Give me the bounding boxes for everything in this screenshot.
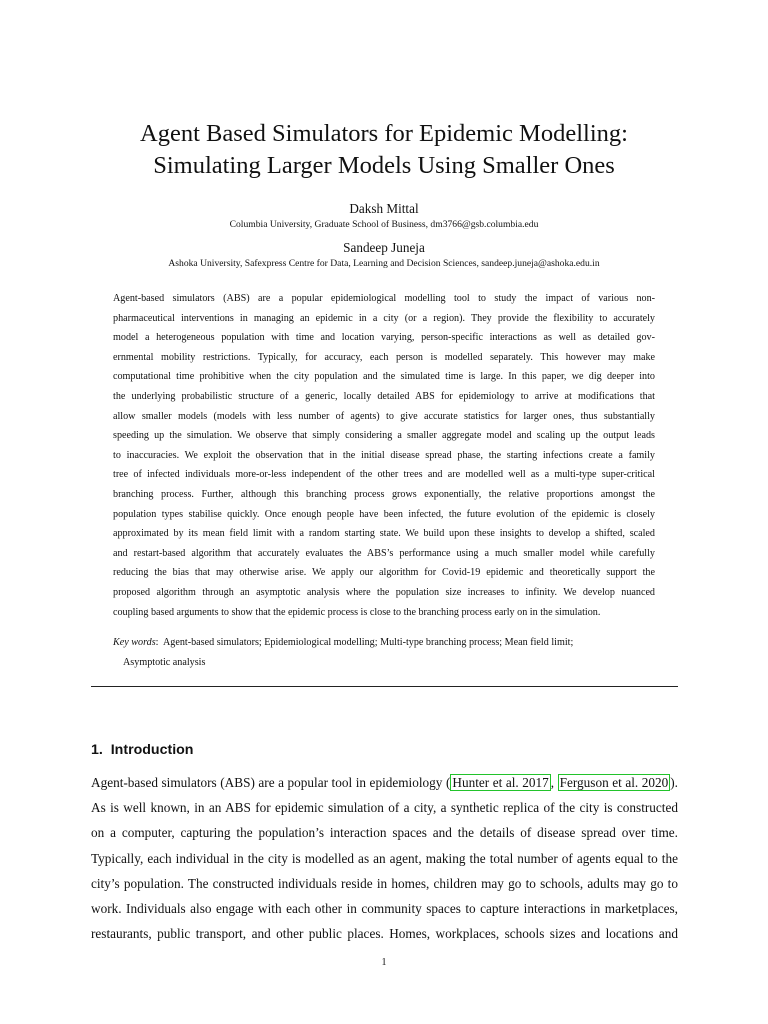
author-affiliation: Columbia University, Graduate School of Business, dm3766@gsb.columbia.edu — [229, 219, 539, 230]
section-title: Introduction — [110, 742, 194, 758]
paper-title — [0, 118, 768, 182]
abstract-line: model a heterogeneous population with time and location varying, person-specific interactions as well as detailed gov- — [113, 332, 655, 344]
abstract-line: branching process. Further, although this branching process grows exponentially, the relative proportions amongst the — [113, 488, 655, 500]
abstract-line: ernmental mobility restrictions. Typically, for accuracy, each person is modelled separately. This however may make — [113, 351, 655, 363]
page-number: 1 — [381, 957, 387, 968]
body-line — [91, 770, 678, 795]
section-divider — [91, 686, 678, 687]
author-name: Daksh Mittal — [349, 201, 419, 216]
body-line: city’s population. The constructed individuals reside in homes, children may go to schools, adults may go to — [91, 875, 678, 891]
title-line: Simulating Larger Models Using Smaller Ones — [153, 152, 615, 179]
abstract-line: and restart-based algorithm that accurately evaluates the ABS’s performance using a much smaller model while carefully — [113, 547, 655, 559]
body-text: ). — [670, 775, 678, 790]
abstract-line: population types stabilise quickly. Once enough people have been infected, the future evolution of the epidemic is closely — [113, 508, 655, 520]
abstract-line: proposed algorithm through an asymptotic analysis where the population size increases to infinity. We develop nuanced — [113, 586, 655, 598]
abstract-line: computational time prohibitive when the city population and the simulated time is large. In this paper, we dig deeper into — [113, 371, 655, 383]
body-line: Typically, each individual in the city is modelled as an agent, making the total number of agents equal to the — [91, 850, 678, 866]
author-name: Sandeep Juneja — [343, 240, 425, 255]
abstract-line: reducing the bias that may otherwise arise. We apply our algorithm for Covid-19 epidemic and theoretically support the — [113, 567, 655, 579]
keywords — [113, 633, 655, 673]
abstract-line: tree of infected individuals more-or-less independent of the other trees and are modelled well as a multi-type super-critical — [113, 469, 655, 481]
keywords-line — [113, 633, 655, 653]
abstract-line: the underlying probabilistic structure of a generic, locally detailed ABS for epidemiology to arrive at modifications that — [113, 390, 655, 402]
abstract-line: to inaccuracies. We exploit the observation that in the initial disease spread phase, the starting infections create a family — [113, 449, 655, 461]
keywords-text-continued: Asymptotic analysis — [123, 657, 206, 668]
section-heading — [91, 740, 193, 760]
abstract-line: pharmaceutical interventions in managing an epidemic in a city (or a region). They provide the flexibility to accurately — [113, 312, 655, 324]
section-number: 1. — [91, 742, 103, 758]
citation-link[interactable]: Ferguson et al. 2020 — [559, 775, 669, 790]
body-line: work. Individuals also engage with each other in community spaces to capture interactions in marketplaces, — [91, 900, 678, 916]
body-line: As is well known, in an ABS for epidemic simulation of a city, a synthetic replica of the city is constructed — [91, 800, 678, 816]
intro-paragraph — [91, 770, 678, 946]
body-line: restaurants, public transport, and other public places. Homes, workplaces, schools sizes and locations and — [91, 926, 678, 942]
keywords-text: Agent-based simulators; Epidemiological modelling; Multi-type branching process; Mean field limit; — [163, 637, 574, 648]
body-line: on a computer, capturing the population’s interaction spaces and the details of disease spread over time. — [91, 825, 678, 841]
abstract-line: speeding up the simulation. We observe that simply considering a smaller aggregate model and scaling up the output leads — [113, 430, 655, 442]
citation-separator: , — [550, 775, 558, 790]
body-text: Agent-based simulators (ABS) are a popular tool in epidemiology ( — [91, 775, 451, 790]
author-affiliation: Ashoka University, Safexpress Centre for Data, Learning and Decision Sciences, sandeep.juneja@ashoka.edu.in — [168, 258, 600, 269]
citation-link[interactable]: Hunter et al. 2017 — [452, 775, 549, 790]
abstract-line: approximated by its mean field limit with a random starting state. We build upon these insights to develop a shifted, scaled — [113, 528, 655, 540]
abstract-line: Agent-based simulators (ABS) are a popular epidemiological modelling tool to study the impact of various non- — [113, 293, 655, 304]
abstract-line: allow smaller models (models with less number of agents) to give accurate statistics for larger ones, thus substantially — [113, 410, 655, 422]
title-line: Agent Based Simulators for Epidemic Modelling: — [140, 120, 628, 147]
abstract — [113, 289, 655, 622]
abstract-line: coupling based arguments to show that the epidemic process is close to the branching process early on in the simulation. — [113, 606, 601, 618]
keywords-colon: : — [155, 637, 159, 648]
keywords-label: Key words — [113, 637, 156, 648]
